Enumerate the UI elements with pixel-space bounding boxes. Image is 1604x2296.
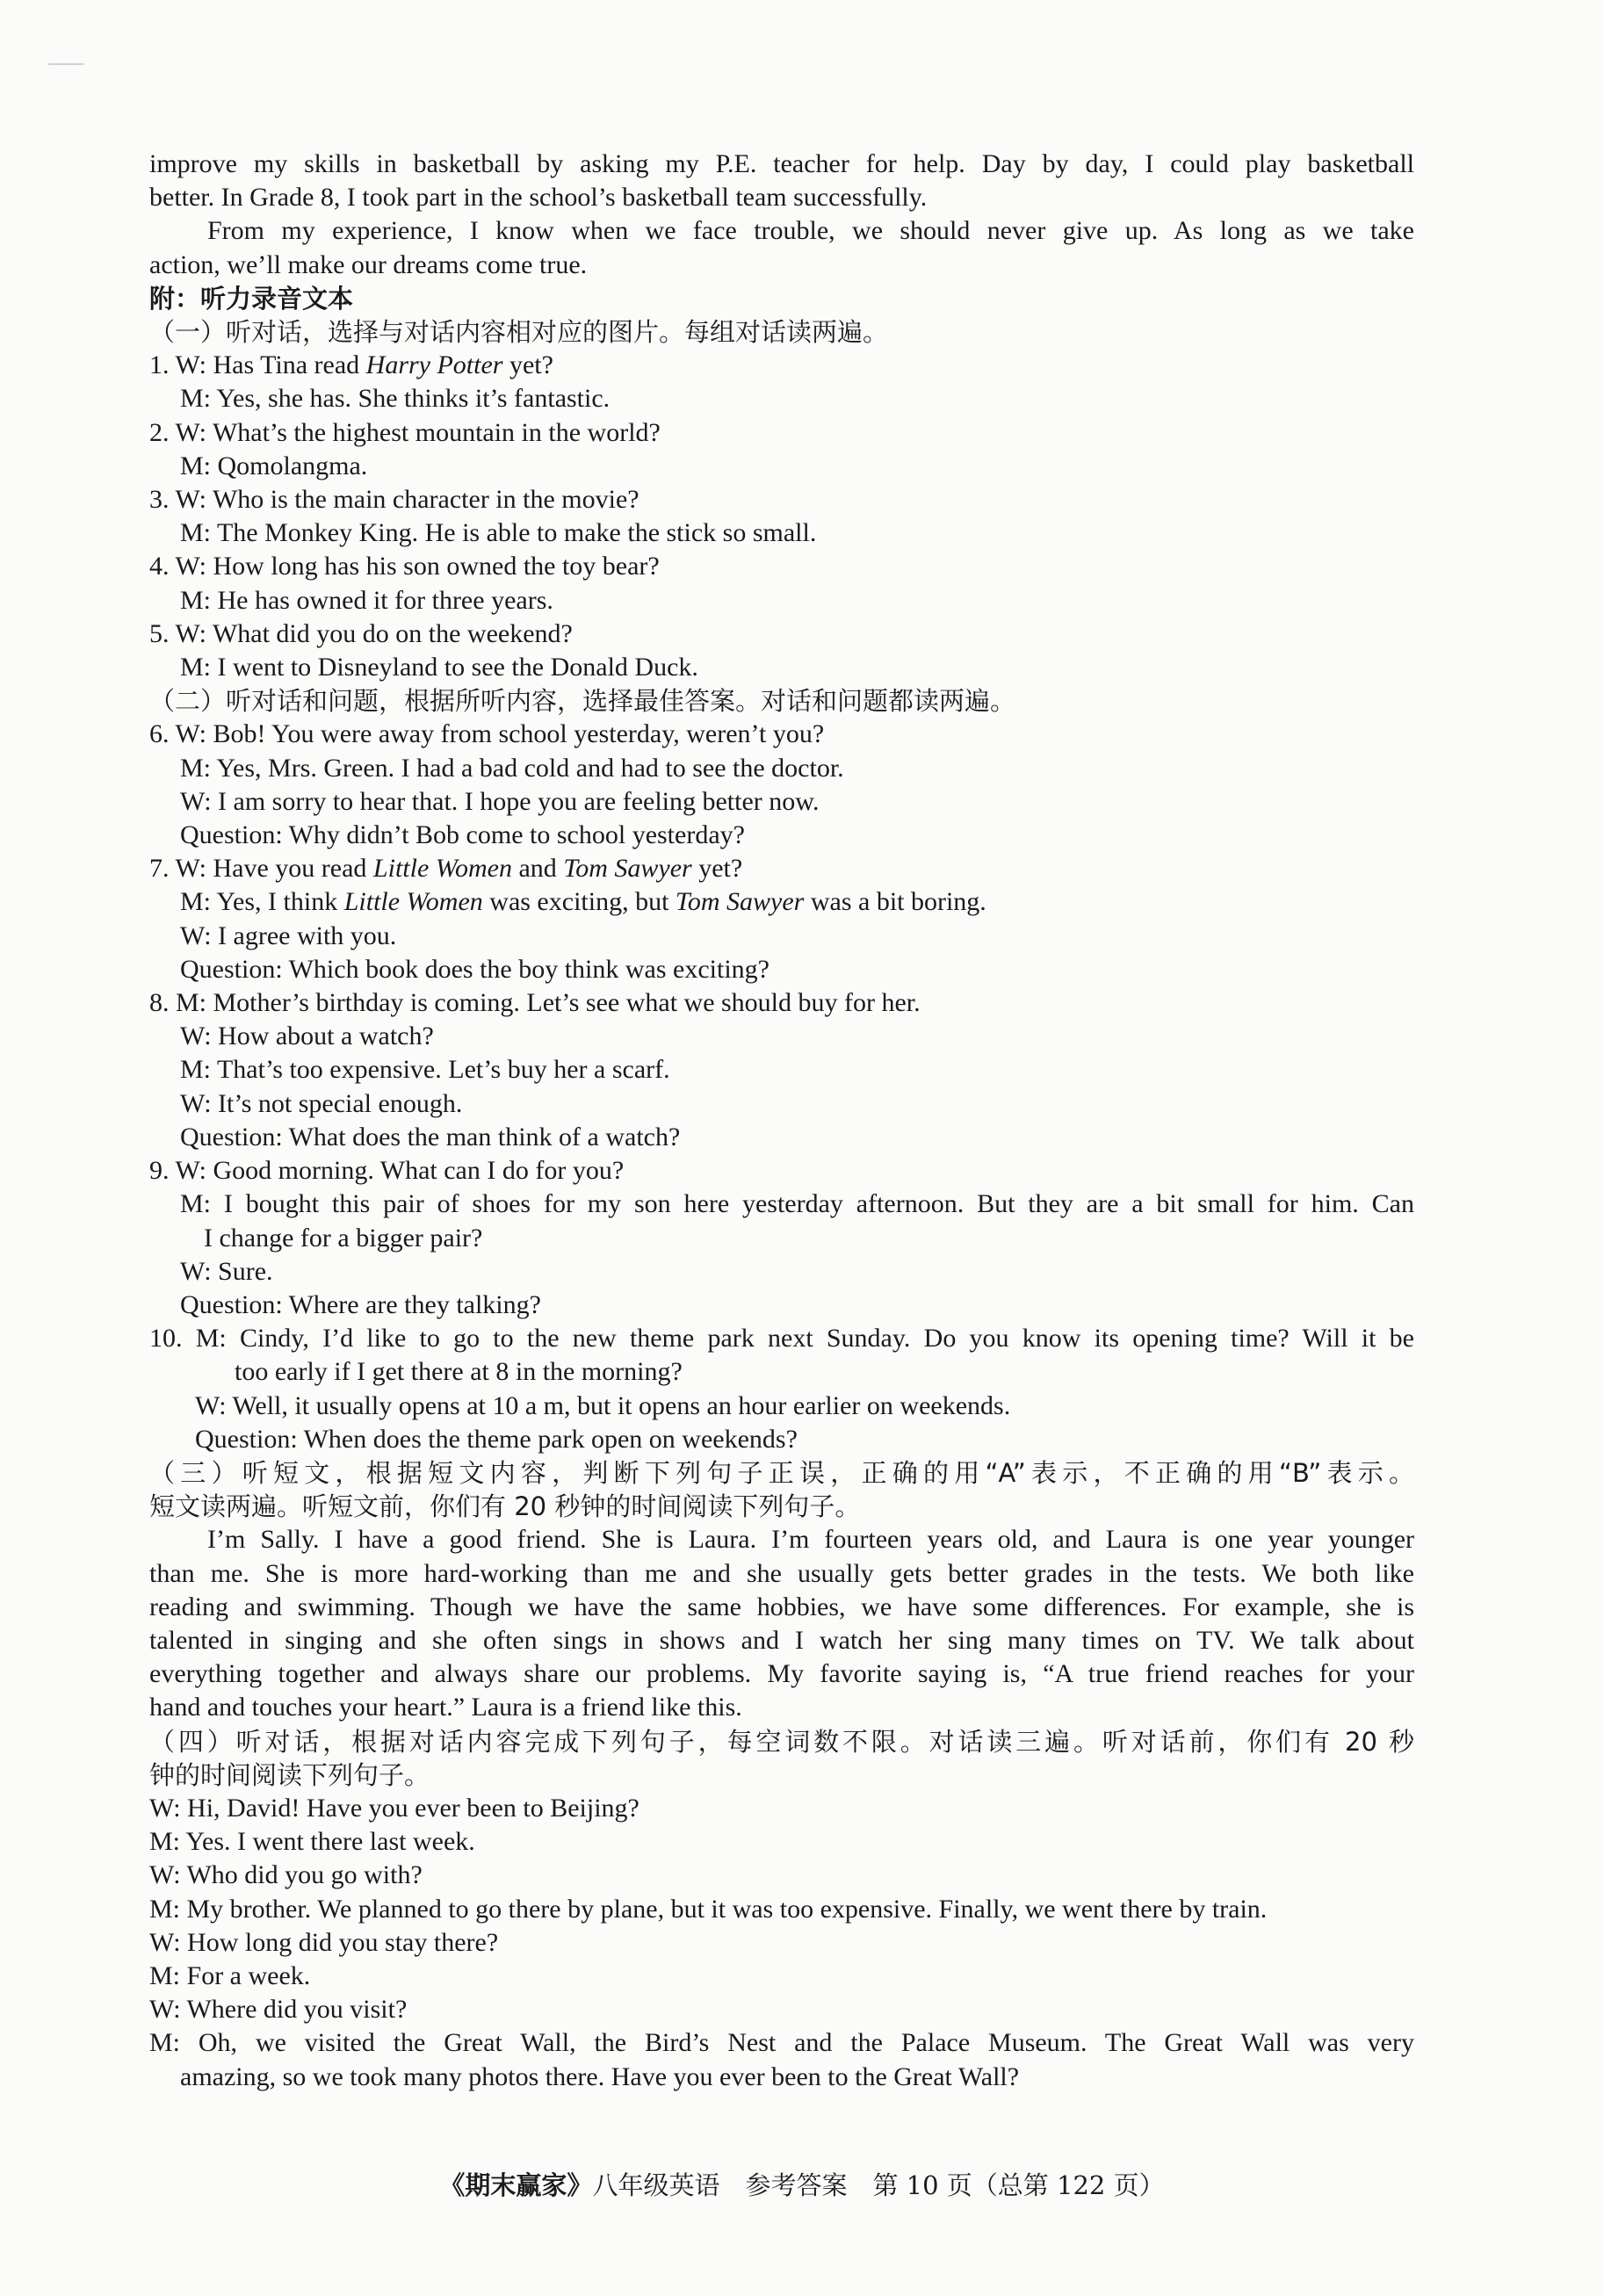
book-title: Harry Potter (365, 350, 503, 380)
q8-question: Question: What does the man think of a watch? (180, 1122, 681, 1152)
intro-line-4: action, we’ll make our dreams come true. (149, 249, 588, 279)
q1-line-2: M: Yes, she has. She thinks it’s fantastic. (180, 384, 611, 414)
dialogue-line-8: M: Oh, we visited the Great Wall, the Bird’s Nest and the Palace Museum. The Great Wall was very (149, 2028, 1414, 2058)
dialogue-line-2: M: Yes. I went there last week. (149, 1827, 475, 1857)
q5-line-1: 5. W: What did you do on the weekend? (149, 618, 573, 648)
q6-line-1: 6. W: Bob! You were away from school yesterday, weren’t you? (149, 719, 825, 749)
q7-line-3: W: I agree with you. (180, 921, 397, 950)
dialogue-line-1: W: Hi, David! Have you ever been to Beijing? (149, 1793, 639, 1823)
dialogue-line-9: amazing, so we took many photos there. Have you ever been to the Great Wall? (180, 2061, 1020, 2091)
passage-line-3: reading and swimming. Though we have the same hobbies, we have some differences. For example, she is (149, 1592, 1414, 1621)
q2-line-1: 2. W: What’s the highest mountain in the world? (149, 417, 661, 447)
book-title: Little Women (372, 854, 512, 884)
q9-line-1: 9. W: Good morning. What can I do for you? (149, 1156, 625, 1186)
q10-line-1: 10. M: Cindy, I’d like to go to the new theme park next Sunday. Do you know its opening time? Will it be (149, 1324, 1414, 1354)
dialogue-line-3: W: Who did you go with? (149, 1860, 423, 1890)
page-footer (0, 2166, 1604, 2202)
scan-mark (48, 63, 83, 65)
q8-line-1: 8. M: Mother’s birthday is coming. Let’s see what we should buy for her. (149, 988, 921, 1018)
dialogue-line-7: W: Where did you visit? (149, 1995, 408, 2025)
q9-question: Question: Where are they talking? (180, 1289, 541, 1319)
q4-line-1: 4. W: How long has his son owned the toy bear? (149, 552, 660, 581)
q5-line-2: M: I went to Disneyland to see the Donald Duck. (180, 653, 698, 682)
q10-line-3: W: Well, it usually opens at 10 a m, but it opens an hour earlier on weekends. (195, 1390, 1011, 1420)
passage-line-2: than me. She is more hard-working than me and she usually gets better grades in the tests. We both like (149, 1558, 1414, 1588)
q9-line-3: I change for a bigger pair? (204, 1223, 483, 1253)
q9-line-2: M: I bought this pair of shoes for my son here yesterday afternoon. But they are a bit small for him. Can (180, 1189, 1414, 1219)
q7-question: Question: Which book does the boy think was exciting? (180, 954, 770, 984)
q6-line-2: M: Yes, Mrs. Green. I had a bad cold and had to see the doctor. (180, 753, 844, 783)
passage-line-6: hand and touches your heart.” Laura is a friend like this. (149, 1693, 742, 1722)
section-3-title-2: 短文读两遍。听短文前，你们有 20 秒钟的时间阅读下列句子。 (149, 1491, 861, 1522)
appendix-title: 附：听力录音文本 (149, 283, 354, 314)
dialogue-line-5: W: How long did you stay there? (149, 1927, 499, 1957)
book-title: Tom Sawyer (675, 887, 805, 917)
q3-line-2: M: The Monkey King. He is able to make the stick so small. (180, 518, 817, 548)
dialogue-line-6: M: For a week. (149, 1960, 311, 1990)
section-1-title: （一）听对话，选择与对话内容相对应的图片。每组对话读两遍。 (149, 317, 889, 348)
passage-line-5: everything together and always share our problems. My favorite saying is, “A true friend reaches for your (149, 1659, 1414, 1689)
q6-question: Question: Why didn’t Bob come to school yesterday? (180, 820, 745, 850)
q6-line-3: W: I am sorry to hear that. I hope you are feeling better now. (180, 786, 820, 816)
q7-line-1: 7. W: Have you read Little Women and Tom Sawyer yet? (149, 854, 743, 884)
q1-line-1: 1. W: Has Tina read Harry Potter yet? (149, 350, 553, 380)
q10-line-2: too early if I get there at 8 in the morning? (235, 1357, 683, 1387)
passage-line-4: talented in singing and she often sings in shows and I watch her sing many times on TV. We talk about (149, 1625, 1414, 1655)
book-title: Little Women (343, 887, 483, 917)
q3-line-1: 3. W: Who is the main character in the movie? (149, 485, 639, 515)
q4-line-2: M: He has owned it for three years. (180, 585, 553, 615)
q8-line-3: M: That’s too expensive. Let’s buy her a scarf. (180, 1055, 670, 1085)
document-page (149, 148, 1414, 2094)
section-3-title-1: （三）听短文，根据短文内容，判断下列句子正误，正确的用“A”表示，不正确的用“B”表示。 (149, 1457, 1414, 1488)
dialogue-line-4: M: My brother. We planned to go there by plane, but it was too expensive. Finally, we went there by train. (149, 1894, 1268, 1924)
footer-page-info: 八年级英语 参考答案 第 10 页（总第 122 页） (592, 2170, 1165, 2200)
q8-line-2: W: How about a watch? (180, 1022, 434, 1051)
q8-line-4: W: It’s not special enough. (180, 1088, 463, 1118)
q10-question: Question: When does the theme park open on weekends? (195, 1424, 798, 1454)
intro-line-1: improve my skills in basketball by asking my P.E. teacher for help. Day by day, I could play basketball (149, 149, 1414, 178)
q7-line-2: M: Yes, I think Little Women was exciting, but Tom Sawyer was a bit boring. (180, 887, 986, 917)
book-title: Tom Sawyer (563, 854, 692, 884)
intro-line-2: better. In Grade 8, I took part in the school’s basketball team successfully. (149, 183, 928, 213)
passage-line-1: I’m Sally. I have a good friend. She is Laura. I’m fourteen years old, and Laura is one year younger (207, 1525, 1414, 1555)
intro-line-3: From my experience, I know when we face trouble, we should never give up. As long as we take (207, 216, 1414, 246)
q9-line-4: W: Sure. (180, 1256, 273, 1286)
q2-line-2: M: Qomolangma. (180, 451, 368, 480)
section-4-title-1: （四）听对话，根据对话内容完成下列句子，每空词数不限。对话读三遍。听对话前，你们有 20 秒 (149, 1726, 1414, 1757)
section-2-title: （二）听对话和问题，根据所听内容，选择最佳答案。对话和问题都读两遍。 (149, 686, 1016, 717)
section-4-title-2: 钟的时间阅读下列句子。 (149, 1759, 430, 1790)
footer-book-title: 《期末赢家》 (439, 2170, 593, 2200)
